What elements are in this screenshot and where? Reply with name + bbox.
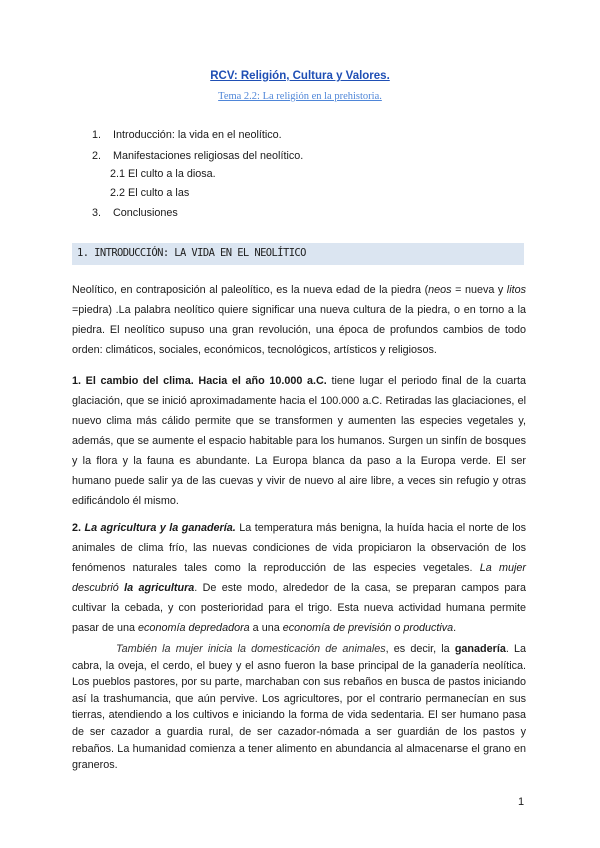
- paragraph-livestock: [72, 641, 526, 774]
- toc-item-1: [92, 129, 282, 141]
- paragraph-climate-change: [72, 371, 526, 511]
- page-number: 1: [518, 796, 525, 808]
- text-run: tiene lugar el periodo final de la cuarta glaciación, que se inició aproximadamente hacia el 100.000 a.C. Retiradas las glaciaciones, el nuevo clima más cálido permite que se transformen y aumenten las especies vegetales y, además, que se aumente el espacio habitable para los humanos. Surgen un sinfín de bosques y la flora y la fauna es abundante. La Europa blanca da paso a la Europa verde. El ser humano puede salir ya de las cuevas y vivir de nuevo al aire libre, a veces sin refugio y otras edificándolo él mismo.: [72, 375, 526, 507]
- paragraph-number: 2.: [72, 522, 85, 534]
- text-run-italic: economía de previsión o productiva: [282, 622, 454, 634]
- toc-item-label: Manifestaciones religiosas del neolítico.: [113, 150, 304, 162]
- text-run-italic: economía depredadora: [138, 622, 250, 634]
- toc-item-number: 1.: [92, 129, 102, 141]
- text-run: Neolítico, en contraposición al paleolítico, es la nueva edad de la piedra (: [72, 284, 429, 296]
- toc-item-2: [92, 150, 303, 162]
- text-run-italic: La mujer descubrió: [72, 562, 526, 594]
- toc-item-number: 3.: [92, 207, 102, 219]
- toc-item-label: Conclusiones: [113, 207, 178, 219]
- text-run: . La cabra, la oveja, el cerdo, el buey y el asno fueron la base principal de la ganadería neolítica. Los pueblos pastores, por su parte, marchaban con sus rebaños en busca de pastos iniciando así la trashumancia, que aún pervive. Los agricultores, por el contrario permanecían en sus tierras, atendiendo a los cultivos e iniciando la forma de vida sedentaria. El ser humano pasa de ser cazador a guardia rural, de ser cazador-nómada a ser guardián de los pastos y rebaños. La humanidad comienza a tener alimento en abundancia al almacenarse el grano en graneros.: [72, 643, 526, 772]
- section-heading-band: [72, 243, 524, 265]
- document-title: RCV: Religión, Cultura y Valores.: [210, 70, 390, 82]
- document-subtitle: Tema 2.2: La religión en la prehistoria.: [218, 91, 382, 102]
- toc-item-label: Introducción: la vida en el neolítico.: [113, 129, 282, 141]
- paragraph-neolithic-intro: [72, 280, 526, 360]
- text-run: a una: [249, 622, 283, 634]
- section-heading: 1. INTRODUCCIÓN: LA VIDA EN EL NEOLÍTICO: [77, 247, 306, 259]
- toc-subitem-2-2: 2.2 El culto a las: [110, 187, 190, 199]
- paragraph-heading: 1. El cambio del clima. Hacia el año 10.000 a.C.: [72, 375, 327, 387]
- text-run-italic: litos: [506, 284, 526, 296]
- toc-item-number: 2.: [92, 150, 102, 162]
- paragraph-agriculture: [72, 518, 526, 638]
- text-run-italic: neos: [428, 284, 452, 296]
- text-run: . De este modo, alrededor de la casa, se preparan campos para cultivar la cebada, y con posterioridad para el trigo. Esta nueva actividad humana permite pasar de una: [72, 582, 526, 634]
- text-run-italic: También la mujer inicia la domesticación de animales: [116, 643, 386, 655]
- toc-subitem-2-1: 2.1 El culto a la diosa.: [110, 168, 216, 180]
- paragraph-heading: La agricultura y la ganadería.: [84, 522, 236, 534]
- text-run: .: [453, 622, 457, 634]
- text-run-bold-italic: la agricultura: [124, 582, 195, 594]
- text-run: , es decir, la: [385, 643, 455, 655]
- text-run: =piedra) .La palabra neolítico quiere significar una nueva cultura de la piedra, o en torno a la piedra. El neolítico supuso una gran revolución, una época de profundos cambios de todo orden: climáticos, sociales, económicos, tecnológicos, artísticos y religiosos.: [72, 304, 526, 356]
- text-run: = nueva y: [451, 284, 507, 296]
- text-run: La temperatura más benigna, la huída hacia el norte de los animales de clima frío, las nuevas condiciones de vida propiciaron la observación de los fenómenos naturales tales como la reproducción de las especies vegetales.: [72, 522, 526, 574]
- toc-item-3: [92, 207, 178, 219]
- text-run-bold: ganadería: [454, 643, 506, 655]
